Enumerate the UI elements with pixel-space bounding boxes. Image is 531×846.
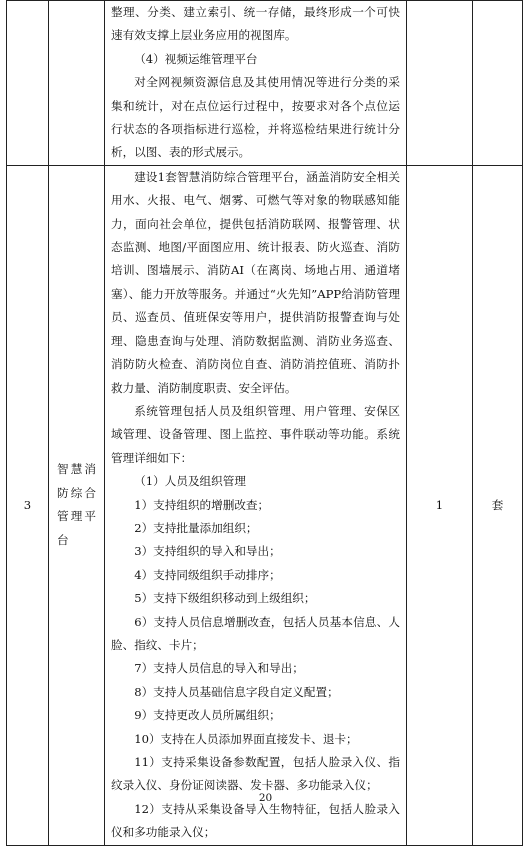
page-number: 20: [258, 792, 273, 804]
list-item: 7）支持人员信息的导入和导出；: [134, 661, 304, 676]
list-item: 4）支持同级组织手动排序；: [134, 567, 281, 582]
list-item: 9）支持更改人员所属组织；: [134, 708, 281, 723]
description-paragraph: 系统管理包括人员及组织管理、用户管理、安保区域管理、设备管理、图上监控、事件联动等功能。系统管理详细如下：: [111, 403, 400, 465]
name-cell: 智慧消防综合管理平台: [49, 165, 105, 845]
procurement-table: [6, 0, 523, 846]
list-item: 10）支持在人员添加界面直接发卡、退卡；: [134, 731, 358, 746]
index-cell: [7, 1, 49, 166]
description-cell: [105, 165, 407, 845]
description-paragraph: 建设1套智慧消防综合管理平台，涵盖消防安全相关用水、火报、电气、烟雾、可燃气等对象的物联感知能力，面向社会单位，提供包括消防联网、报警管理、状态监测、地图/平面图应用、统计报表、防火巡查、消防培训、图墙展示、消防AI（在离岗、场地占用、通道堵塞）、能力开放等服务。并通过“火先知”APP给消防管理员、巡查员、值班保安等用户，提供消防报警查询与处理、隐患查询与处理、消防数据监测、消防业务巡查、消防防火检查、消防岗位自查、消防消控值班、消防扑救力量、消防制度职责、安全评估。: [111, 169, 400, 395]
description-paragraph: 整理、分类、建立索引、统一存储，最终形成一个可快速有效支撑上层业务应用的视图库。: [111, 5, 400, 43]
description-paragraph: 对全网视频资源信息及其使用情况等进行分类的采集和统计，对在点位运行过程中，按要求对各个点位运行状态的各项指标进行巡检，并将巡检结果进行统计分析，以图、表的形式展示。: [111, 75, 400, 160]
table-row: [7, 1, 523, 166]
table-row: [7, 165, 523, 845]
index-cell: 3: [7, 165, 49, 845]
name-cell: [49, 1, 105, 166]
list-item: 12）支持从采集设备导入生物特征，包括人脸录入仪和多功能录入仪；: [111, 801, 400, 840]
unit-cell: 套: [473, 165, 523, 845]
description-heading: （4）视频运维管理平台: [134, 51, 258, 66]
list-item: 5）支持下级组织移动到上级组织；: [134, 591, 316, 606]
unit-cell: [473, 1, 523, 166]
quantity-cell: 1: [407, 165, 473, 845]
quantity-cell: [407, 1, 473, 166]
list-item: 1）支持组织的增删改查；: [134, 497, 270, 512]
list-item: 11）支持采集设备参数配置，包括人脸录入仪、指纹录入仪、身份证阅读器、发卡器、多功能录入仪；: [111, 755, 400, 793]
list-item: 2）支持批量添加组织；: [134, 520, 258, 535]
list-item: 8）支持人员基础信息字段自定义配置；: [134, 684, 339, 699]
description-cell: [105, 1, 407, 166]
list-item: 3）支持组织的导入和导出；: [134, 544, 281, 559]
list-item: 6）支持人员信息增删改查，包括人员基本信息、人脸、指纹、卡片；: [111, 614, 400, 652]
description-heading: （1）人员及组织管理: [134, 474, 246, 489]
